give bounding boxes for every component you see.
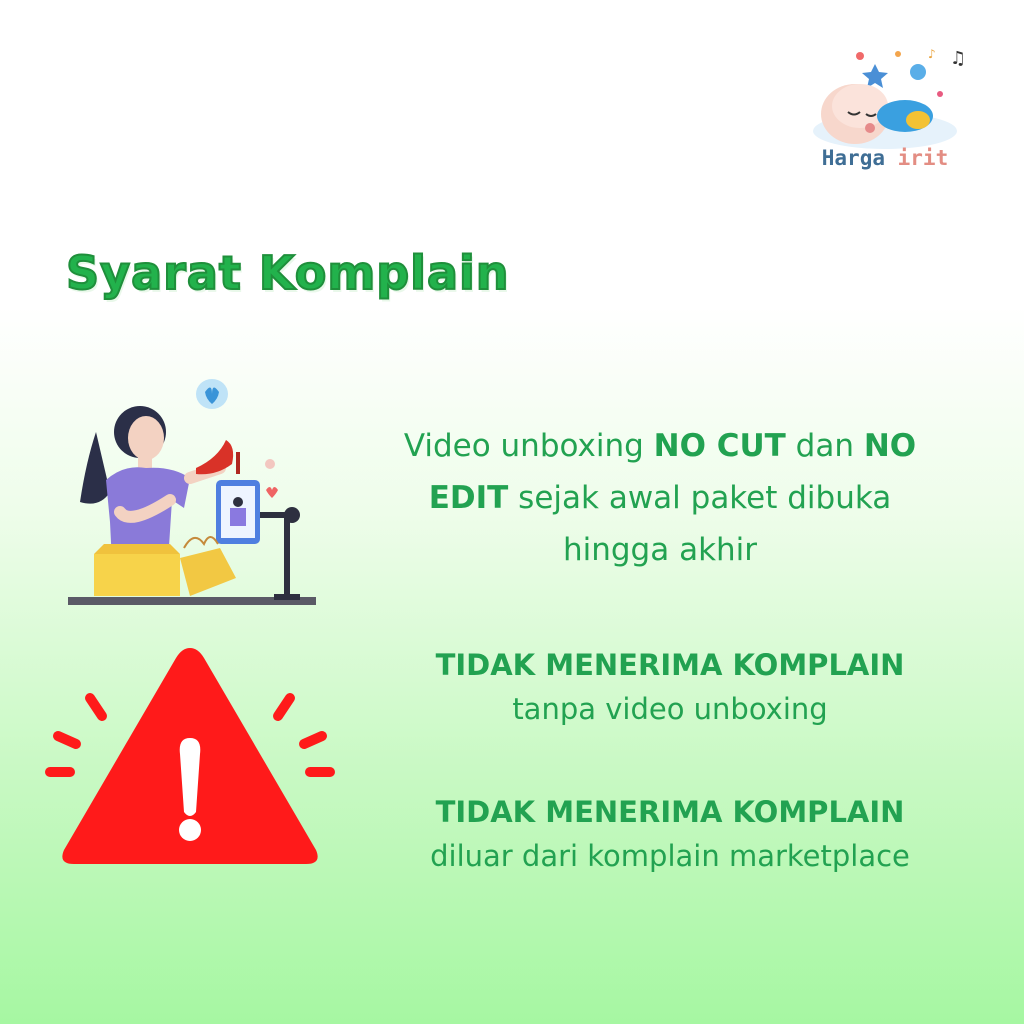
rule3-heading: TIDAK MENERIMA KOMPLAIN <box>435 795 905 829</box>
warning-icon <box>40 640 340 870</box>
rule1-bold-no: NO <box>863 428 917 464</box>
rule3-detail: diluar dari komplain marketplace <box>430 839 910 873</box>
rule2-detail: tanpa video unboxing <box>512 692 828 726</box>
rule1-line1: Video unboxing NO CUT dan NO <box>403 428 917 464</box>
rule1-line2: EDIT sejak awal paket dibuka <box>428 480 892 516</box>
brand-name-part2: irit <box>897 146 949 170</box>
unboxing-illustration <box>60 372 324 612</box>
rule1-bold-edit: EDIT <box>428 480 509 516</box>
brand-name-part1: Harga <box>821 146 885 170</box>
svg-text:♫: ♫ <box>950 48 967 69</box>
svg-text:♪: ♪ <box>928 47 936 61</box>
brand-name <box>820 146 950 170</box>
rule-unboxing-requirement <box>350 420 970 576</box>
rule2-heading: TIDAK MENERIMA KOMPLAIN <box>435 648 905 682</box>
rule1-line3: hingga akhir <box>562 532 758 568</box>
rule-outside-marketplace <box>360 790 980 878</box>
rule-no-video-no-complaint <box>360 643 980 731</box>
rule1-bold-no-cut: NO CUT <box>653 428 786 464</box>
page-title: Syarat Komplain <box>66 246 510 300</box>
